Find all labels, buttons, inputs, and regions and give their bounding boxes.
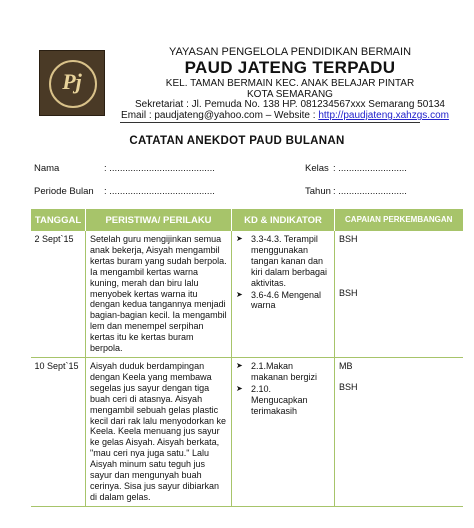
school-contact [110,110,460,122]
document-title: CATATAN ANEKDOT PAUD BULANAN [129,135,345,147]
foundation-name: YAYASAN PENGELOLA PENDIDIKAN BERMAIN [168,46,412,58]
website-link[interactable]: http://paudjateng.xahzgs.com [318,110,449,121]
arrow-bullet-icon: ➤ [236,360,243,370]
school-logo [39,50,105,116]
header-peristiwa: PERISTIWA/ PERILAKU [86,209,232,231]
header-kd-indikator: KD & INDIKATOR [232,209,335,231]
row-peristiwa: Aisyah duduk berdampingan dengan Keela yang membawa segelas jus sayur dengan tiga buah ceri di atasnya. Aisyah mengambil sebuah gelas plastic kecil dari rak lalu menyodorkan ke Keela. Keela menuang jus sayur ke gelas Aisyah. Aisyah berkata, "mau ceri nya juga satu." Lalu Aisyah minum satu teguh jus sayur dan mengunyah buah cerinya. Sisa jus sayur dibiarkan di dalam gelas. [86,357,232,506]
kelas-label: Kelas [305,163,329,174]
tahun-field[interactable]: : .......................... [333,186,407,197]
logo-text: Pj [62,69,82,94]
arrow-bullet-icon: ➤ [236,383,243,393]
row-kd-indikator [232,357,335,506]
table-header-row [31,209,463,231]
row-kd-indikator [232,231,335,357]
kd-item [236,384,330,417]
kd-text: 3.6-4.6 Mengenal warna [251,289,322,311]
capaian-value: MB [339,360,353,371]
kd-item [236,234,330,289]
school-name: PAUD JATENG TERPADU [184,58,396,77]
nama-field[interactable]: : ........................................ [104,163,215,174]
row-date: 10 Sept`15 [31,357,86,506]
kd-text: 3.3-4.3. Terampil menggunakan tangan kanan dan kiri dalam berbagai aktivitas. [251,234,328,288]
arrow-bullet-icon: ➤ [236,234,243,243]
kd-text: 2.1.Makan makanan bergizi [251,360,318,382]
nama-label: Nama [34,163,60,174]
email-text: Email : paudjateng@yahoo.com – Website : [121,110,319,121]
kelas-field[interactable]: : .......................... [333,163,407,174]
row-date: 2 Sept`15 [31,231,86,357]
kd-item [236,361,330,383]
header-divider [120,122,420,123]
arrow-bullet-icon: ➤ [236,289,243,299]
header-capaian: CAPAIAN PERKEMBANGAN [335,209,463,231]
periode-label: Periode Bulan [34,186,94,197]
school-city: KOTA SEMARANG [247,89,333,100]
kd-item [236,290,330,312]
row-peristiwa: Setelah guru mengijinkan semua anak bekerja, Aisyah mengambil kertas buram yang sudah berpola. Ia mengambil kertas warna kuning, merah dan biru lalu menyobek kertas warna itu dengan kedua tangannya menjadi bagian-bagian kecil. Ia mengambil lem dan menempel serpihan kertas itu ke kertas buram berpola. [86,231,232,357]
tahun-label: Tahun [305,186,331,197]
header-tanggal: TANGGAL [31,209,86,231]
capaian-value: BSH [339,381,358,392]
row-capaian [335,231,463,357]
anekdot-table [30,209,463,507]
school-kelurahan: KEL. TAMAN BERMAIN KEC. ANAK BELAJAR PINTAR [165,78,415,89]
table-row [31,357,463,506]
row-capaian [335,357,463,506]
capaian-value: BSH [339,287,358,298]
school-address: Sekretariat : Jl. Pemuda No. 138 HP. 081234567xxx Semarang 50134 [134,99,445,110]
table-row [31,231,463,357]
periode-field[interactable]: : ........................................ [104,186,215,197]
capaian-value: BSH [339,234,358,244]
kd-text: 2.10. Mengucapkan terimakasih [251,383,308,416]
